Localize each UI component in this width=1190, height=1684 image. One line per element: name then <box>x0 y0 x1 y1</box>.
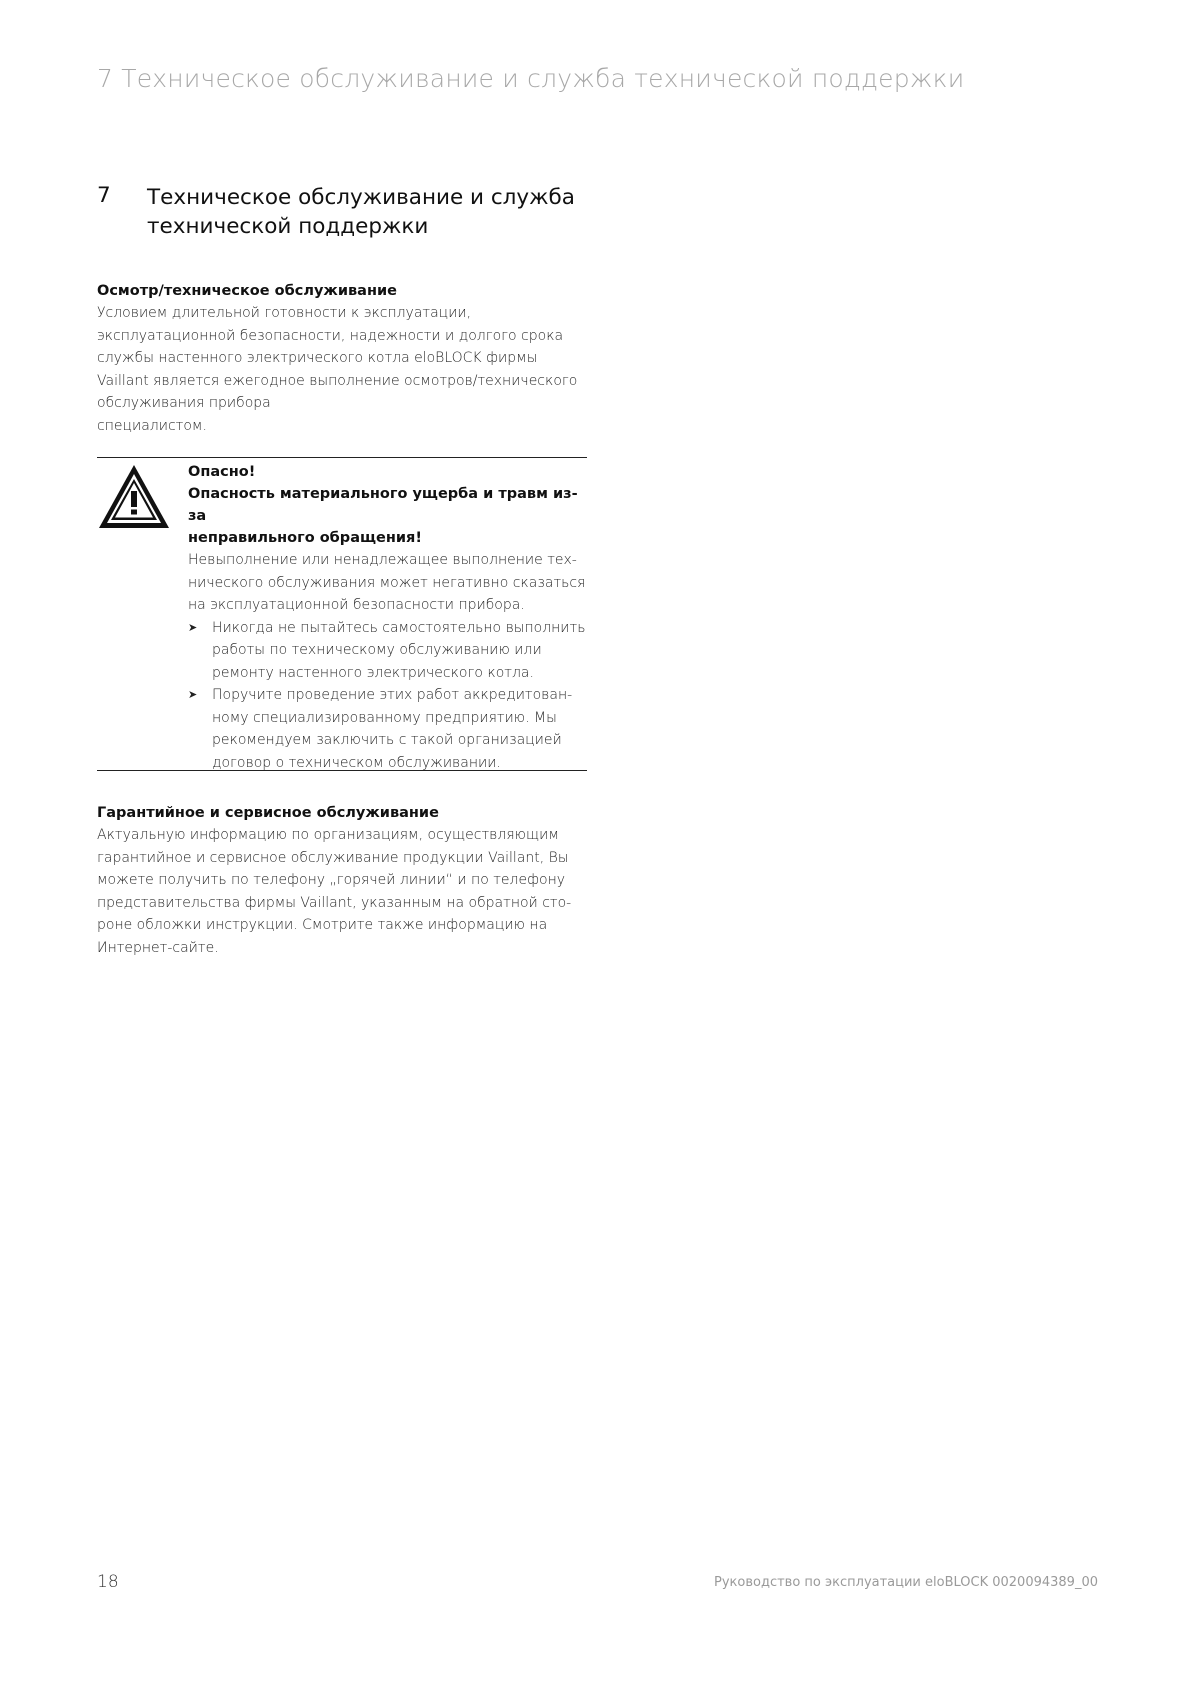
warranty-heading: Гарантийное и сервисное обслуживание <box>97 805 439 821</box>
running-header: 7 Техническое обслуживание и служба технической поддержки <box>97 64 965 93</box>
warning-text <box>188 549 588 617</box>
warning-triangle-icon <box>97 462 171 532</box>
text-line: работы по техническому обслуживанию или <box>212 642 542 658</box>
text-line: Интернет-сайте. <box>97 939 219 956</box>
inspection-text <box>97 302 587 437</box>
text-line: представительства фирмы Vaillant, указанным на обратной сто- <box>97 894 572 911</box>
text-line: эксплуатационной безопасности, надежности и долгого срока <box>97 327 564 344</box>
text-line: ремонту настенного электрического котла. <box>212 664 534 681</box>
inspection-heading: Осмотр/техническое обслуживание <box>97 283 397 299</box>
text-line: можете получить по телефону „горячей линии“ и по телефону <box>97 872 566 888</box>
bullet-text <box>212 617 585 685</box>
text-line: гарантийное и сервисное обслуживание продукции Vaillant, Вы <box>97 849 569 866</box>
chapter-heading <box>97 183 617 241</box>
warning-bullet <box>188 617 588 685</box>
arrow-bullet-icon: ➤ <box>188 620 198 634</box>
inspection-section <box>97 280 587 437</box>
text-line: ному специализированному предприятию. Мы <box>212 709 557 726</box>
text-line: договор о техническом обслуживании. <box>212 754 501 771</box>
warning-title-line: неправильного обращения! <box>188 530 422 546</box>
text-line: Условием длительной готовности к эксплуатации, <box>97 305 472 321</box>
text-line: Поручите проведение этих работ аккредитован- <box>212 687 573 703</box>
chapter-title-line: технической поддержки <box>147 214 429 239</box>
chapter-number: 7 <box>97 183 111 208</box>
arrow-bullet-icon: ➤ <box>188 688 198 701</box>
text-line: рекомендуем заключить с такой организацией <box>212 732 562 748</box>
warning-content <box>188 461 588 774</box>
footer-document-info: Руководство по эксплуатации eloBLOCK 0020094389_00 <box>714 1575 1098 1590</box>
page-number: 18 <box>97 1572 119 1592</box>
text-line: нического обслуживания может негативно сказаться <box>188 574 586 591</box>
danger-warning-box <box>97 457 587 771</box>
text-line: обслуживания прибора <box>97 395 271 411</box>
text-line: специалистом. <box>97 417 207 434</box>
warranty-text <box>97 824 587 959</box>
warning-title-line: Опасность материального ущерба и травм из-за <box>188 486 578 524</box>
text-line: Никогда не пытайтесь самостоятельно выполнить <box>212 619 586 636</box>
text-line: Vaillant является ежегодное выполнение осмотров/технического <box>97 372 578 389</box>
warranty-section <box>97 802 587 959</box>
text-line: Актуальную информацию по организациям, осуществляющим <box>97 827 559 843</box>
chapter-title <box>147 183 575 241</box>
warning-bullet <box>188 684 588 774</box>
text-line: службы настенного электрического котла eloBLOCK фирмы <box>97 350 538 366</box>
warning-label: Опасно! <box>188 464 256 480</box>
chapter-title-line: Техническое обслуживание и служба <box>147 185 575 210</box>
bullet-text <box>212 684 572 774</box>
text-line: на эксплуатационной безопасности прибора. <box>188 597 525 613</box>
text-line: Невыполнение или ненадлежащее выполнение тех- <box>188 552 577 568</box>
text-line: роне обложки инструкции. Смотрите также информацию на <box>97 917 548 933</box>
